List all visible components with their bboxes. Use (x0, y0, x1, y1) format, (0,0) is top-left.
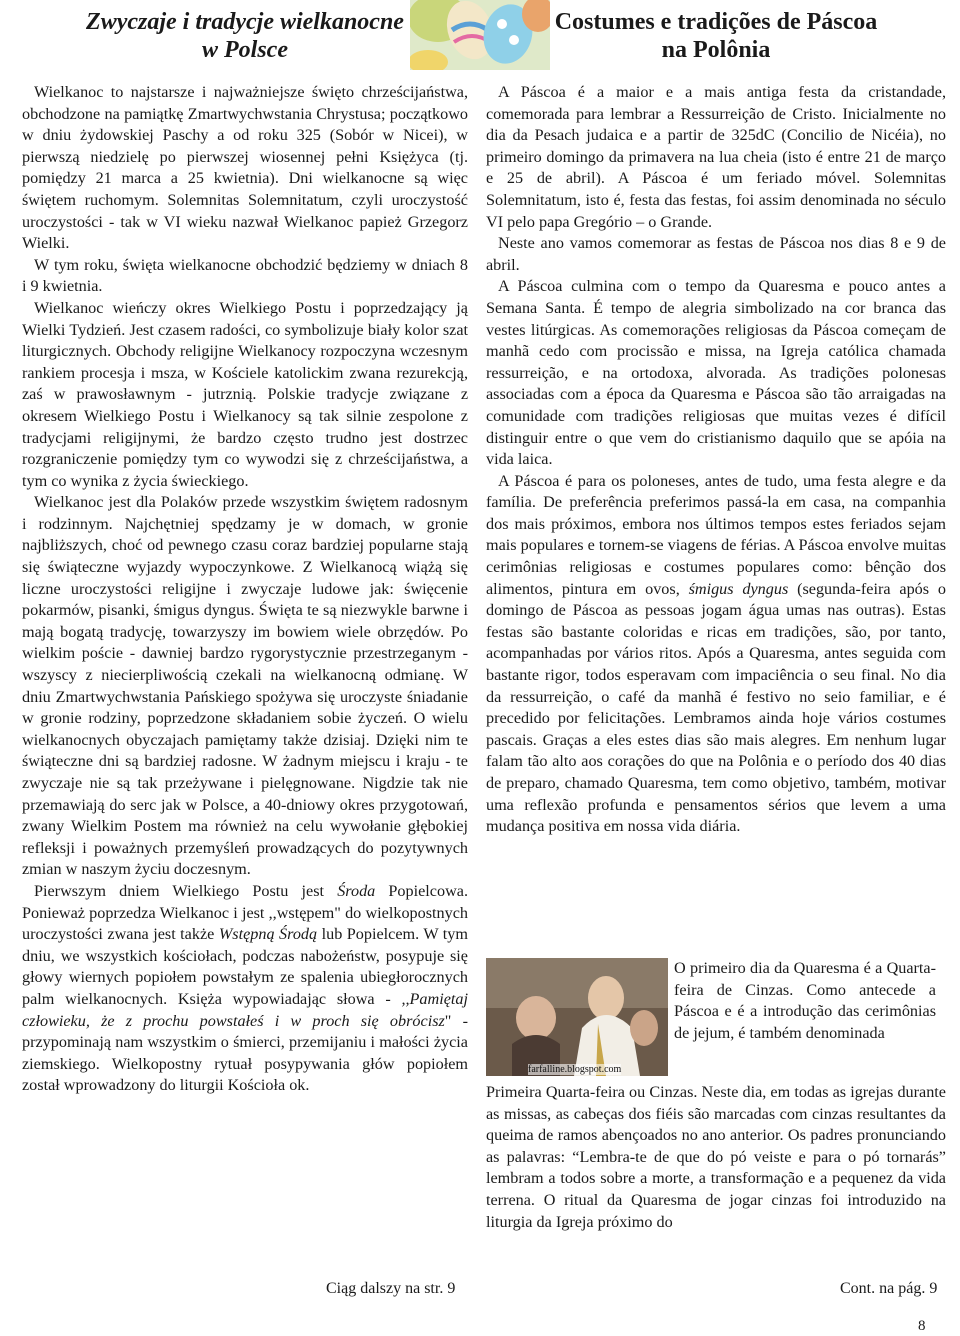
polish-title (22, 0, 468, 72)
portuguese-paragraph: Primeira Quarta-feira ou Cinzas. Neste dia, em todas as igrejas durante as missas, as cabeças dos fiéis são marcadas com cinzas resultantes da queima de ramos abençoados no ano anterior. Os padres pronunciando as palavras: “Lembra-te de que do pó veiste e para o pó tornarás” lembram a todos sobre a morte, a transformação e a pequenez da vida terrena. O ritual da Quaresma de jogar cinzas foi introduzido na liturgia da Igreja próximo do (486, 1083, 946, 1231)
portuguese-paragraph: A Páscoa é a maior e a mais antiga festa da cristandade, comemorada para lembrar a Ressurreição de Cristo. Inicialmente no dia da Pesach judaica e a partir de 325dC (Concilio de Nicéia), no primeiro domingo da primavera na lua cheia (isto é entre 21 de março e 25 de abril). A Páscoa é um feriado móvel. Solemnitas Solemnitatum, isto é, festa das festas, foi assim denominada no século VI pelo papa Gregório – o Grande. (486, 83, 946, 231)
text-run: A Páscoa é para os poloneses, antes de tudo, uma festa alegre e da família. De preferência preferimos passá-la em casa, na companhia dos mais próximos, embora nos últimos tempos estes feriados sejam mais populares e tornem-se viagens de férias. A Páscoa envolve muitas cerimônias religiosas e costumes populares como: bênção dos alimentos, pintura em ovos, (486, 471, 946, 598)
text-run: Popielcowa. Ponieważ poprzedza Wielkanoc i jest ,,wstępem" do wielkopostnych uroczystości zwana jest także (22, 881, 469, 944)
text-run: (segunda-feira após o domingo de Páscoa as pessoas jogam água umas nas outras). Estas festas são bastante coloridas e ricas em tradições, são, por tanto, acompanhadas por vários ritos. Após a Quaresma, antes seguida com bastante rigor, todos esperavam com impaciência o seu final. No dia da ressurreição, o café da manhã é festivo no seio familiar, e é precedido por felicitações. Lembramos ainda hoje vários costumes pascais. Graças a eles estes dias são mais alegres. Em nenhum lugar falam tão alto aos corações do que na Polônia e o período dos 40 dias de preparo, chamado Quaresma, tem como objetivo, também, motivar uma reflexão profunda e pensamentos sérios que levem a uma mudança positiva em nossa vida diária. (486, 579, 946, 836)
photo-credit: farfalline.blogspot.com (528, 1064, 622, 1075)
portuguese-title-line1: Costumes e tradições de Páscoa (554, 9, 878, 35)
polish-paragraph: Wielkanoc wieńczy okres Wielkiego Postu i poprzedzający ją Wielki Tydzień. Jest czasem radości, co symbolizuje biały kolor szat liturgicznych. Obchody religijne Wielkanocy rozpoczyna wczesnym rankiem procesja i msza, w Kościele katolickim zwana rezurekcją, zaś w prawosławnym - jutrznią. Polskie tradycje związane z okresem Wielkiego Postu i Wielkanocy są tak silnie zespolone z tradycjami religijnymi, że bardzo często trudno jest dostrzec rozgraniczenie pomiędzy tym co wywodzi się z chrześcijaństwa, a tym co wynika z życia świeckiego. (22, 298, 468, 490)
text-run-italic: Wstępną Środą (218, 925, 318, 944)
polish-paragraph: Wielkanoc to najstarsze i najważniejsze święto chrześcijaństwa, obchodzone na pamiątkę Zmartwychwstania Chrystusa; początkowo w dniu żydowskiej Paschy a od roku 325 (Sobór w Nicei), w pierwszą niedzielę po pierwszej wiosennej pełni Księżyca (tj. pomiędzy 21 marca a 25 kwietnia). Dni wielkanocne są więc świętem ruchomym. Solemnitas Solemnitatum, czyli uroczystość uroczystości - tak w VI wieku nazwał Wielkanoc papież Grzegorz Wielki. (22, 83, 468, 253)
text-run-italic: ,,Pamiętaj człowieku, że z prochu powstałeś i w proch się obrócisz (22, 989, 468, 1030)
polish-paragraph: Wielkanoc jest dla Polaków przede wszystkim świętem radosnym i rodzinnym. Najchętniej spędzamy je w domach, w gronie najbliższych, choć od pewnego czasu coraz bardziej popularne stają się świąteczne wyjazdy wypoczynkowe. Z Wielkanocą wiążą się liczne uroczystości religijne i zwyczaje ludowe jak: święcenie pokarmów, pisanki, śmigus dyngus. Święta te są niezwykle barwne i mają bogatą tradycję, towarzyszy im bowiem wiele obrzędów. Po wielkim poście - dawniej bardzo rygorystycznie przestrzeganym - wszyscy z niecierpliwością czekali na wielkanocną odmianę. W dniu Zmartwychwstania Pańskiego spożywa się uroczyste śniadanie w gronie rodziny, poprzedzone składaniem sobie życzeń. O wielu wielkanocnych obyczajach pamiętamy także dzisiaj. Dzięki nim te świąteczne dni są bardziej radosne. W żadnym miejscu i kraju - te zwyczaje nie są tak przeżywane i pielęgnowane. Nigdzie tak nie przemawiają do serc jak w Polsce, a 40-dniowy okres przygotowań, zwany Wielkim Postem ma również na celu wywołanie głębokiej refleksji i poważnych przemyśleń prowadzących do pozytywnych zmian w naszym życiu doczesnym. (22, 493, 468, 879)
text-run-italic: Środa (337, 881, 376, 900)
portuguese-continued-note: Cont. na pág. 9 (840, 1280, 938, 1297)
text-run: Pierwszym dniem Wielkiego Postu jest (34, 881, 338, 900)
portuguese-column (486, 0, 946, 838)
portuguese-after-photo (486, 1082, 946, 1233)
polish-title-line2: w Polsce (202, 37, 288, 63)
text-run: lub Popielcem. W tym dniu, we wszystkich kościołach, podczas nabożeństw, posypuje się głowy wiernych popiołem powstałym ze spalenia ubiegłorocznych palm wielkanocnych. Księża wypowiadając słowa - (22, 925, 468, 1008)
portuguese-article-body (486, 82, 946, 838)
portuguese-paragraph: O primeiro dia da Quaresma é a Quarta-feira de Cinzas. Como antecede a Páscoa e é a introdução das cerimônias de jejum, é também denominada (674, 959, 936, 1042)
page-number: 8 (918, 1318, 926, 1334)
polish-article-body (22, 82, 468, 1097)
portuguese-title-line2: na Polônia (661, 37, 771, 63)
ash-wednesday-photo (486, 958, 668, 1076)
polish-paragraph: W tym roku, święta wielkanocne obchodzić będziemy w dniach 8 i 9 kwietnia. (22, 255, 468, 296)
polish-column (22, 0, 468, 1097)
text-run: " - przypominają nam wszystkim o śmierci, przemijaniu i małości życia ziemskiego. Wielkopostny rytuał posypywania głów popiołem został wprowadzony do liturgii Kościoła ok. (22, 1011, 468, 1095)
text-run-italic: śmigus dyngus (688, 579, 789, 598)
portuguese-title (486, 0, 946, 72)
polish-continued-note: Ciąg dalszy na str. 9 (326, 1280, 456, 1297)
portuguese-paragraph: A Páscoa culmina com o tempo da Quaresma e pouco antes a Semana Santa. É tempo de alegria simbolizado na cor branca das vestes litúrgicas. As comemorações religiosas da Páscoa começam de manhã cedo com procissão e missa, na Igreja católica chamada ressurreição, e na ortodoxa, alvorada. As tradições polonesas associadas com a época da Quaresma e Páscoa são tão arraigadas na comunidade com tradições religiosas que muitas vezes é difícil distinguir entre o que vem do cristianismo daquilo que se apóia na vida laica. (486, 277, 946, 469)
photo-wrap-text (674, 958, 936, 1044)
portuguese-paragraph: Neste ano vamos comemorar as festas de Páscoa nos dias 8 e 9 de abril. (486, 234, 946, 274)
polish-paragraph (22, 881, 468, 1097)
polish-title-line1: Zwyczaje i tradycje wielkanocne (86, 9, 404, 35)
portuguese-paragraph (486, 471, 946, 838)
